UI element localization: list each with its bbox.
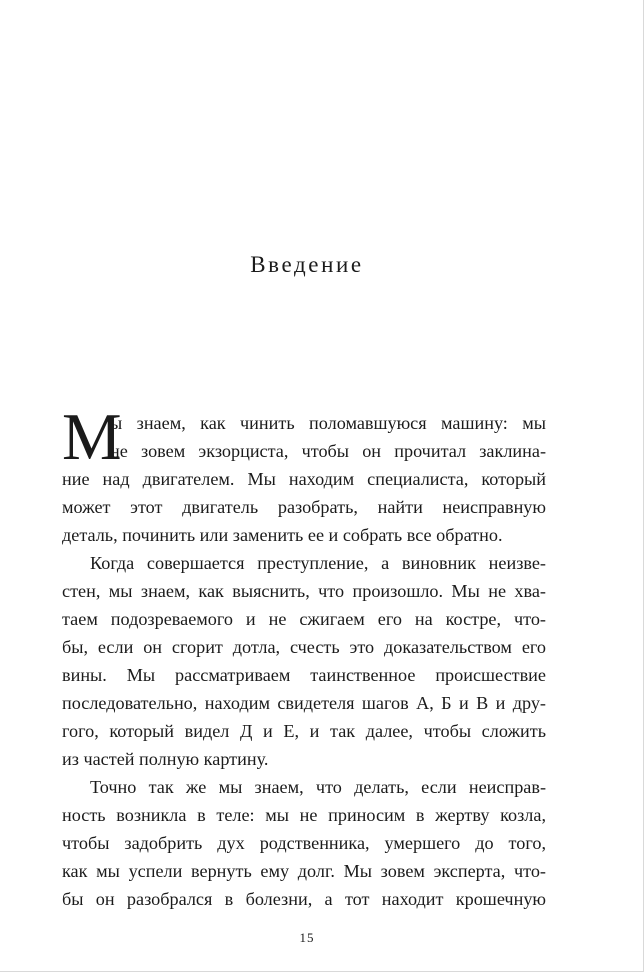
text-line: из частей полную картину.	[62, 749, 269, 769]
text-line: деталь, починить или заменить ее и собрать все обратно.	[62, 525, 503, 545]
text-line: бы, если он сгорит дотла, счесть это доказательством его	[62, 637, 546, 657]
drop-cap: М	[62, 400, 122, 474]
text-line: таем подозреваемого и не сжигаем его на костре, что-	[62, 609, 546, 629]
text-line: последовательно, находим свидетеля шагов А, Б и В и дру-	[62, 693, 546, 713]
text-line: не зовем экзорциста, чтобы он прочитал заклина-	[110, 441, 546, 461]
text-line: Точно так же мы знаем, что делать, если неисправ-	[90, 777, 546, 797]
chapter-title: Введение	[250, 252, 364, 277]
text-line: ы знаем, как чинить поломавшуюся машину: мы	[110, 413, 546, 433]
text-line: вины. Мы рассматриваем таинственное происшествие	[62, 665, 546, 685]
text-line: чтобы задобрить дух родственника, умершего до того,	[62, 833, 546, 853]
text-line: как мы успели вернуть ему долг. Мы зовем эксперта, что-	[62, 861, 546, 881]
text-line: стен, мы знаем, как выяснить, что произошло. Мы не хва-	[62, 581, 546, 601]
text-line: Когда совершается преступление, а виновник неизве-	[90, 553, 546, 573]
paragraph-2	[62, 549, 546, 773]
text-line: ние над двигателем. Мы находим специалиста, который	[62, 469, 546, 489]
text-line: бы он разобрался в болезни, а тот находит крошечную	[62, 889, 546, 909]
text-line: гого, который видел Д и Е, и так далее, чтобы сложить	[62, 721, 546, 741]
paragraph-1	[62, 400, 546, 549]
page-number: 15	[299, 930, 315, 945]
text-line: может этот двигатель разобрать, найти неисправную	[62, 497, 546, 517]
paragraph-3	[62, 773, 546, 913]
body-text	[62, 400, 546, 913]
text-line: ность возникла в теле: мы не приносим в жертву козла,	[62, 805, 546, 825]
